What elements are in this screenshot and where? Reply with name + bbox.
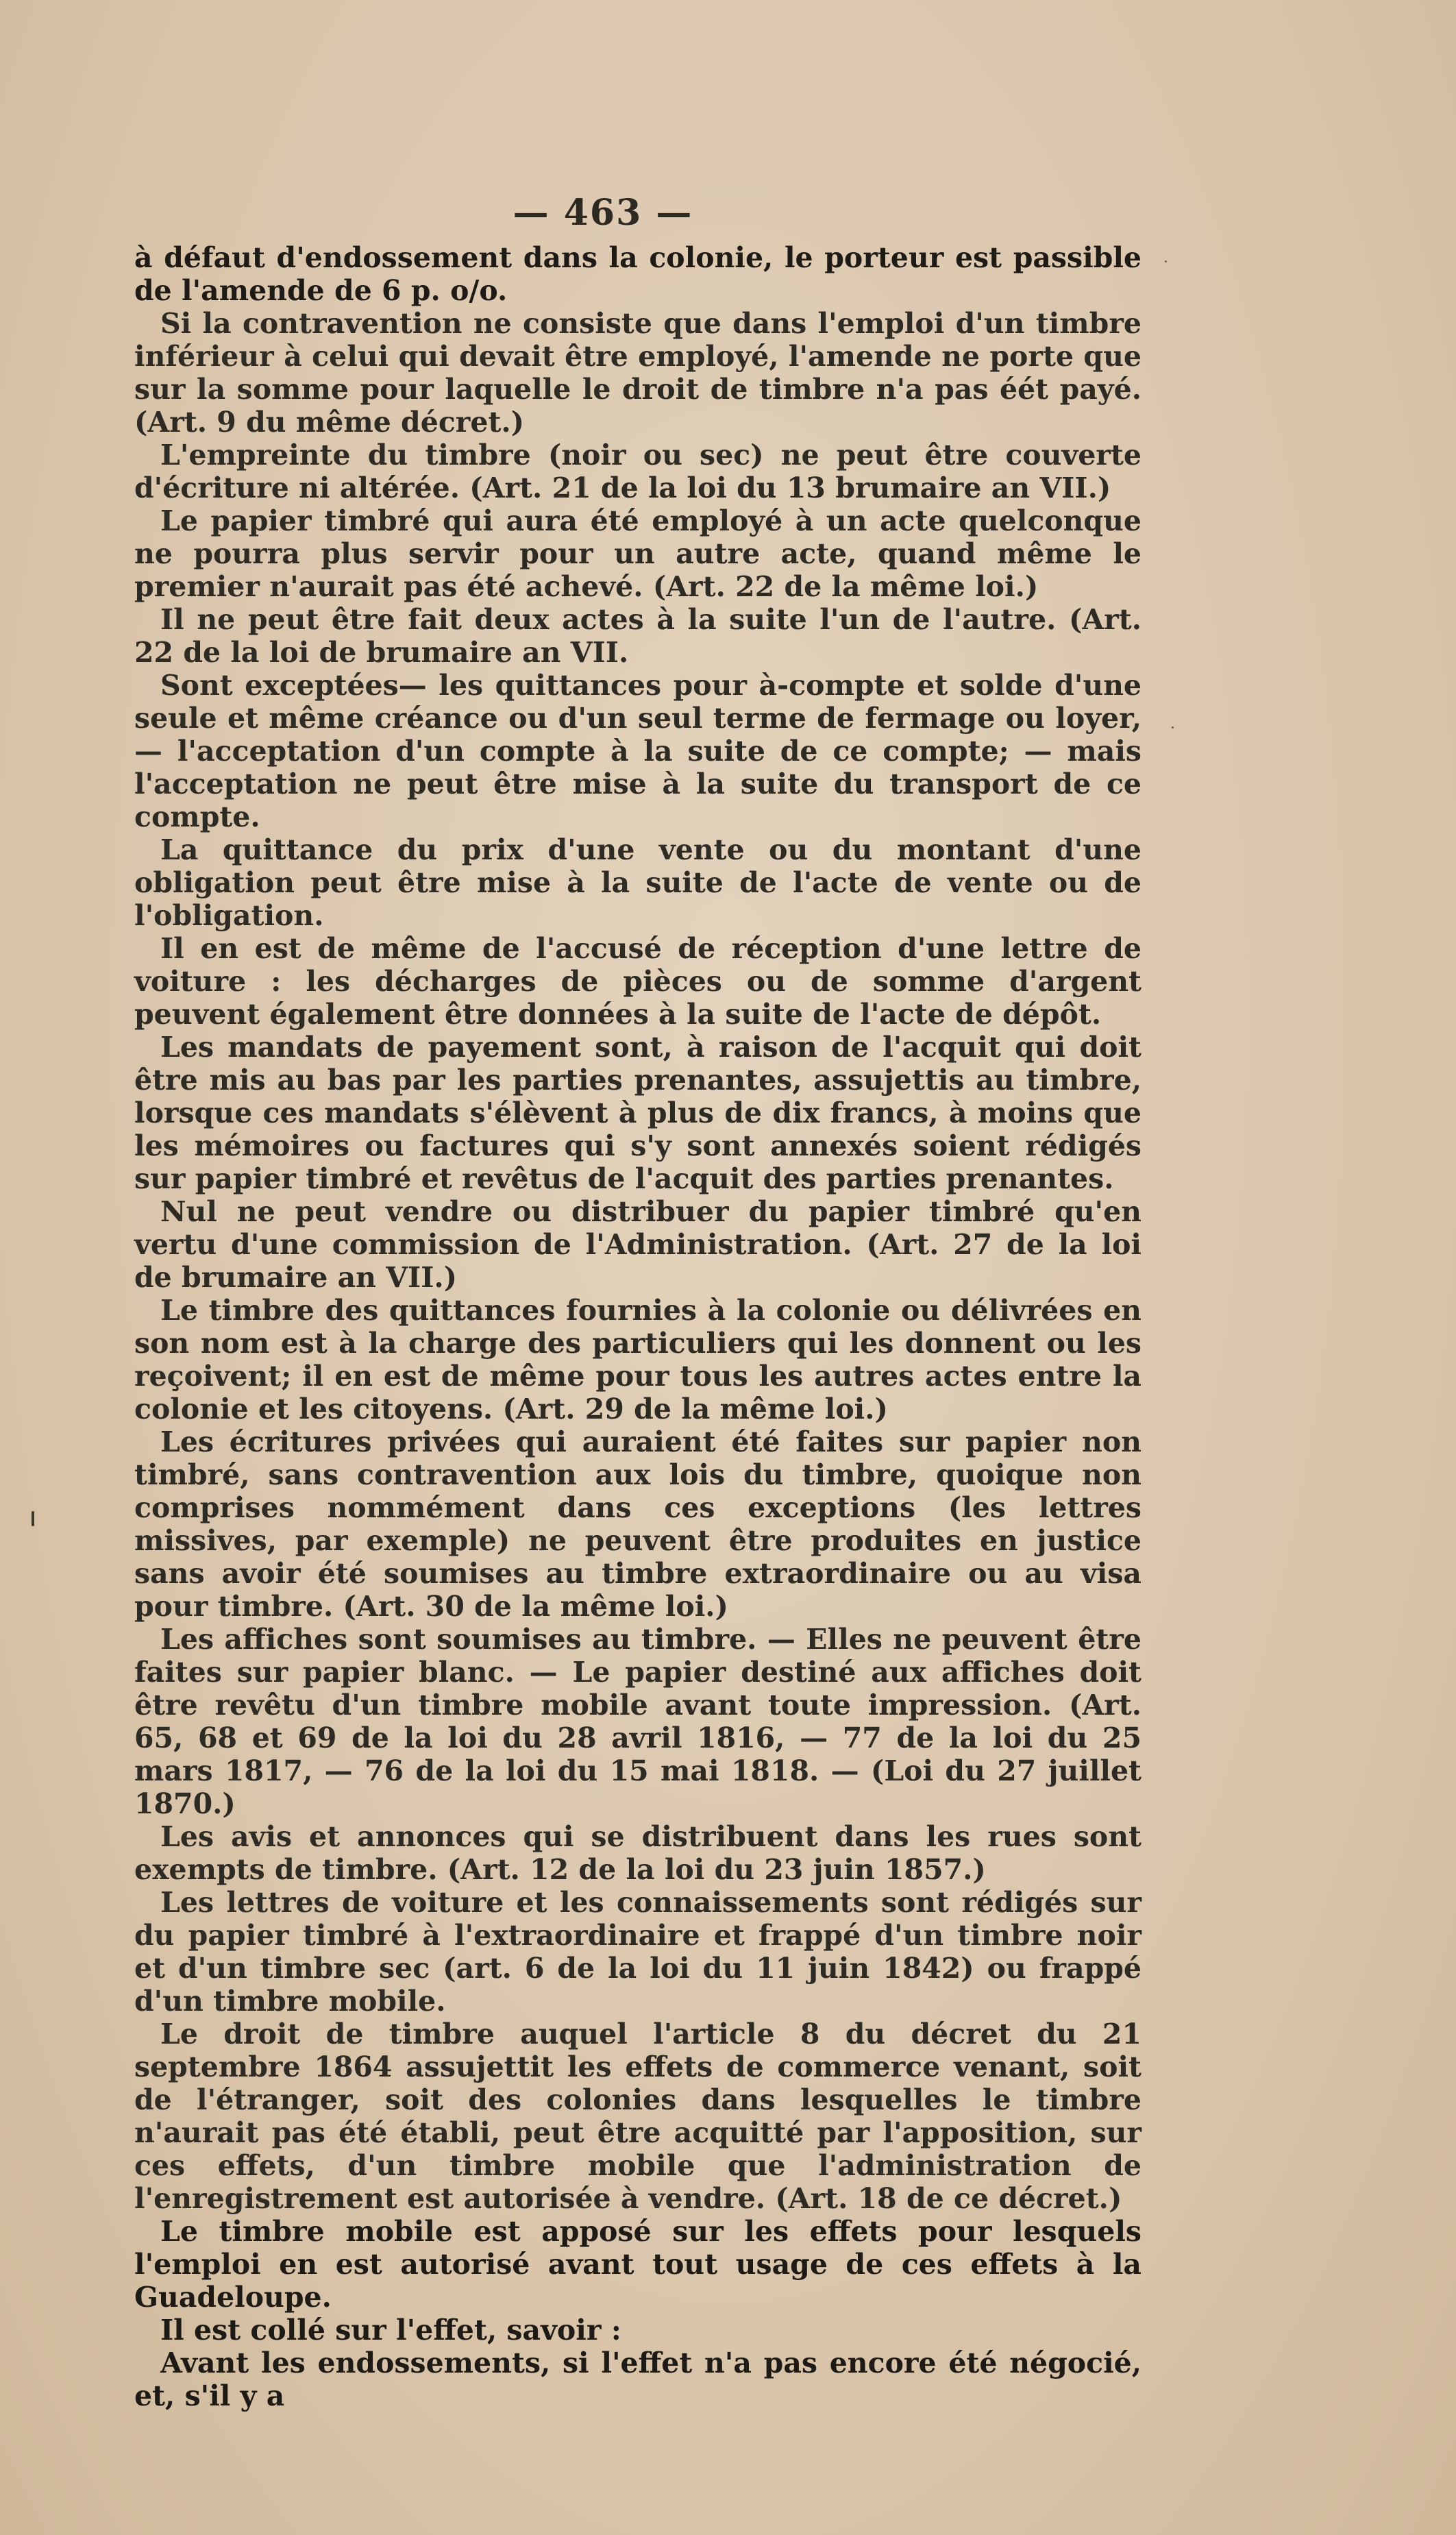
paragraph: Le papier timbré qui aura été employé à un acte quelconque ne pourra plus servir pour un autre acte, quand même le premier n'aurait pas été achevé. (Art. 22 de la même loi.) <box>134 504 1142 603</box>
paragraph: Sont exceptées— les quittances pour à-compte et solde d'une seule et même créance ou d'un seul terme de fermage ou loyer, — l'acceptation d'un compte à la suite de ce compte; — mais l'acceptation ne peut être mise à la suite du transport de ce compte. <box>134 669 1142 833</box>
paragraph: Les mandats de payement sont, à raison de l'acquit qui doit être mis au bas par les parties prenantes, assujettis au timbre, lorsque ces mandats s'élèvent à plus de dix francs, à moins que les mémoires ou factures qui s'y sont annexés soient rédigés sur papier timbré et revêtus de l'acquit des parties prenantes. <box>134 1031 1142 1195</box>
paragraph: Il est collé sur l'effet, savoir : <box>160 2314 621 2347</box>
page-number: — 463 — <box>513 192 693 234</box>
paragraph: Avant les endossements, si l'effet n'a pas encore été négocié, et, s'il y a <box>134 2347 1142 2412</box>
paragraph: Les lettres de voiture et les connaissements sont rédigés sur du papier timbré à l'extraordinaire et frappé d'un timbre noir et d'un timbre sec (art. 6 de la loi du 11 juin 1842) ou frappé d'un timbre mobile. <box>134 1886 1142 2018</box>
paragraph: Le timbre des quittances fournies à la colonie ou délivrées en son nom est à la charge des particuliers qui les donnent ou les reçoivent; il en est de même pour tous les autres actes entre la colonie et les citoyens. (Art. 29 de la même loi.) <box>134 1294 1142 1425</box>
paragraph: Si la contravention ne consiste que dans l'emploi d'un timbre inférieur à celui qui devait être employé, l'amende ne porte que sur la somme pour laquelle le droit de timbre n'a pas éét payé. (Art. 9 du même décret.) <box>134 307 1142 439</box>
paragraph: Il en est de même de l'accusé de réception d'une lettre de voiture : les décharges de pièces ou de somme d'argent peuvent également être données à la suite de l'acte de dépôt. <box>134 932 1142 1031</box>
body-text <box>134 241 1142 2412</box>
paragraph: Le timbre mobile est apposé sur les effets pour lesquels l'emploi en est autorisé avant tout usage de ces effets à la Guadeloupe. <box>134 2215 1142 2314</box>
paragraph: Les avis et annonces qui se distribuent dans les rues sont exempts de timbre. (Art. 12 de la loi du 23 juin 1857.) <box>134 1820 1142 1886</box>
paragraph: La quittance du prix d'une vente ou du montant d'une obligation peut être mise à la suite de l'acte de vente ou de l'obligation. <box>134 833 1142 932</box>
paragraph: Le droit de timbre auquel l'article 8 du décret du 21 septembre 1864 assujettit les effets de commerce venant, soit de l'étranger, soit des colonies dans lesquelles le timbre n'aurait pas été établi, peut être acquitté par l'apposition, sur ces effets, d'un timbre mobile que l'administration de l'enregistrement est autorisée à vendre. (Art. 18 de ce décret.) <box>134 2018 1142 2215</box>
paragraph: Il ne peut être fait deux actes à la suite l'un de l'autre. (Art. 22 de la loi de brumaire an VII. <box>134 603 1142 669</box>
scan-speck <box>1165 260 1167 262</box>
paragraph: à défaut d'endossement dans la colonie, le porteur est passible de l'amende de 6 p. o/o. <box>134 241 1142 307</box>
scan-speck <box>1172 726 1174 728</box>
paragraph: Nul ne peut vendre ou distribuer du papier timbré qu'en vertu d'une commission de l'Administration. (Art. 27 de la loi de brumaire an VII.) <box>134 1195 1142 1294</box>
paragraph: Les affiches sont soumises au timbre. — Elles ne peuvent être faites sur papier blanc. — Le papier destiné aux affiches doit être revêtu d'un timbre mobile avant toute impression. (Art. 65, 68 et 69 de la loi du 28 avril 1816, — 77 de la loi du 25 mars 1817, — 76 de la loi du 15 mai 1818. — (Loi du 27 juillet 1870.) <box>134 1623 1142 1820</box>
paragraph: Les écritures privées qui auraient été faites sur papier non timbré, sans contravention aux lois du timbre, quoique non comprises nommément dans ces exceptions (les lettres missives, par exemple) ne peuvent être produites en justice sans avoir été soumises au timbre extraordinaire ou au visa pour timbre. (Art. 30 de la même loi.) <box>134 1425 1142 1623</box>
scan-artifact <box>32 1511 34 1526</box>
paragraph: L'empreinte du timbre (noir ou sec) ne peut être couverte d'écriture ni altérée. (Art. 21 de la loi du 13 brumaire an VII.) <box>134 439 1142 504</box>
